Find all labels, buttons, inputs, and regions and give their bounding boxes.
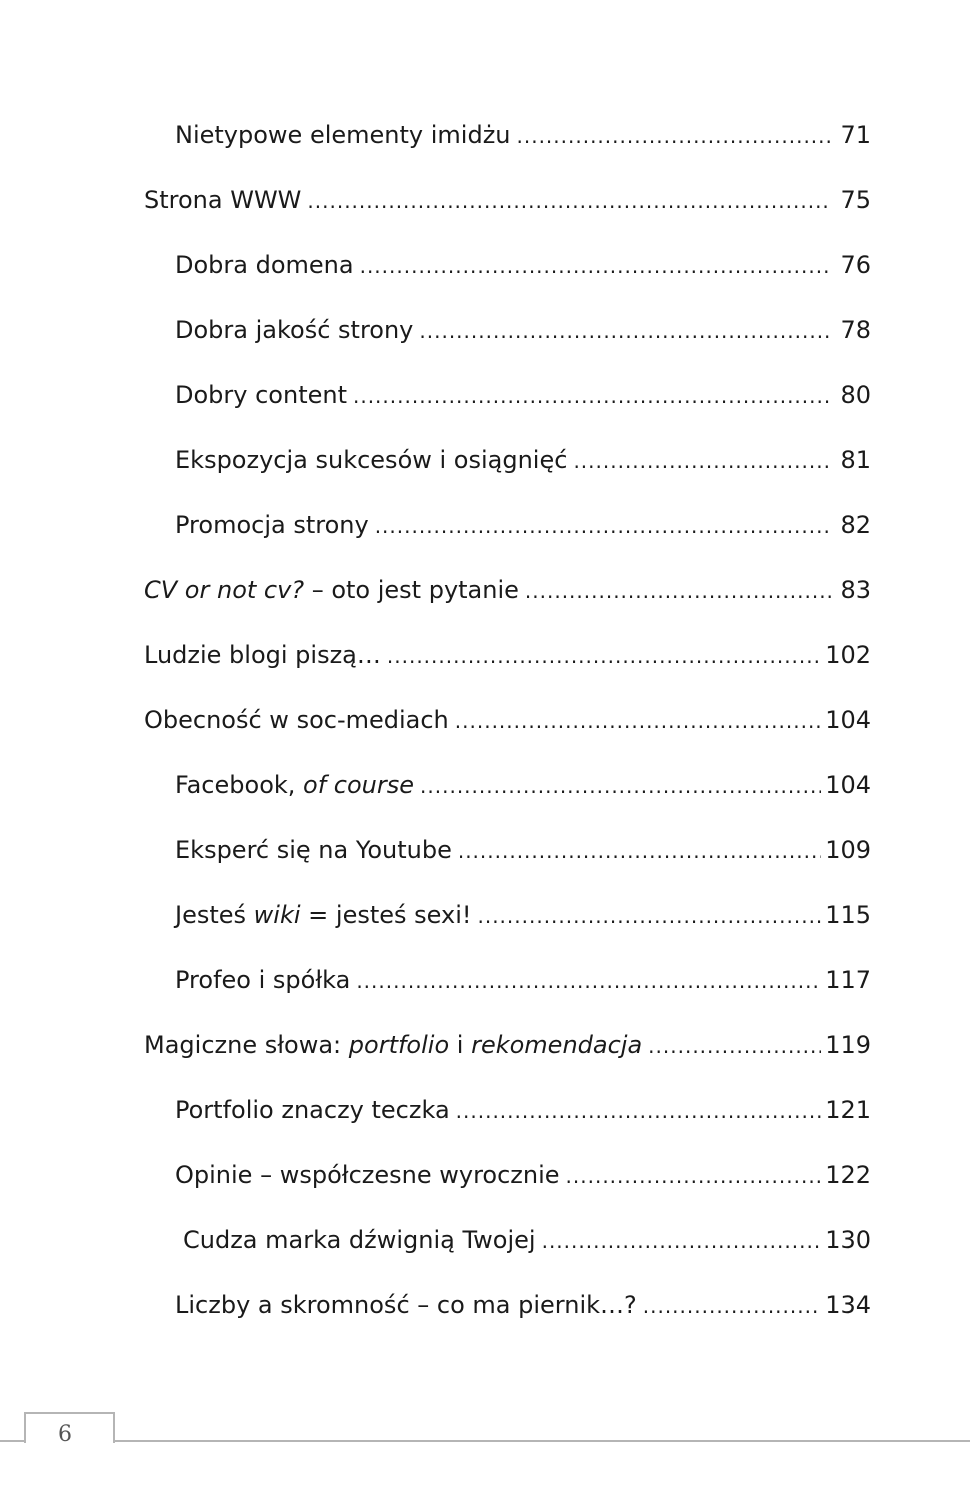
toc-dot-leader xyxy=(573,441,831,481)
toc-entry xyxy=(175,115,871,155)
toc-entry xyxy=(144,1025,871,1065)
toc-entry-page: 122 xyxy=(825,1161,871,1189)
toc-entry-title-part: rekomendacja xyxy=(471,1031,643,1059)
toc-entry-title xyxy=(175,115,511,155)
toc-dot-leader xyxy=(643,1286,821,1326)
toc-entry-title xyxy=(175,1285,637,1325)
toc-entry-title-part: Cudza marka dźwignią Twojej xyxy=(183,1226,536,1254)
toc-entry-title-part: – oto jest pytanie xyxy=(304,576,519,604)
toc-entry-title xyxy=(175,1155,560,1195)
toc-entry-title xyxy=(144,1025,642,1065)
toc-entry-title-part: of course xyxy=(303,771,415,799)
toc-entry-page: 109 xyxy=(825,836,871,864)
toc-entry-page: 104 xyxy=(825,771,871,799)
toc-entry-title xyxy=(175,440,567,480)
toc-dot-leader xyxy=(455,701,821,741)
toc-entry-title-part: Promocja strony xyxy=(175,511,369,539)
toc-entry xyxy=(175,895,871,935)
toc-dot-leader xyxy=(477,896,821,936)
toc-entry-title xyxy=(144,180,301,220)
toc-entry-page: 134 xyxy=(825,1291,871,1319)
toc-entry-title xyxy=(175,1090,450,1130)
toc-entry-title xyxy=(175,245,354,285)
toc-entry-title-part: Nietypowe elementy imidżu xyxy=(175,121,511,149)
toc-entry xyxy=(175,830,871,870)
toc-entry xyxy=(175,310,871,350)
toc-dot-leader xyxy=(356,961,821,1001)
toc-dot-leader xyxy=(525,571,831,611)
toc-entry-title xyxy=(175,310,413,350)
toc-entry-title-part: Obecność w soc-mediach xyxy=(144,706,449,734)
toc-dot-leader xyxy=(542,1221,822,1261)
toc-entry-title xyxy=(144,570,519,610)
toc-entry-page: 82 xyxy=(840,511,871,539)
toc-entry xyxy=(175,960,871,1000)
toc-entry-title-part: Dobra jakość strony xyxy=(175,316,414,344)
toc-entry xyxy=(175,375,871,415)
toc-entry-title-part: Facebook, xyxy=(175,771,304,799)
toc-entry-title-part: portfolio xyxy=(348,1031,450,1059)
toc-entry-title xyxy=(175,895,471,935)
toc-dot-leader xyxy=(375,506,831,546)
toc-entry-title xyxy=(175,505,369,545)
toc-dot-leader xyxy=(307,181,831,221)
toc-entry-title-part: CV or not cv? xyxy=(144,576,305,604)
toc-entry-title xyxy=(175,830,452,870)
toc-entry-title xyxy=(144,700,449,740)
toc-entry xyxy=(175,765,871,805)
toc-dot-leader xyxy=(517,116,832,156)
toc-entry-page: 76 xyxy=(840,251,871,279)
toc-entry-title-part: Liczby a skromność – co ma piernik…? xyxy=(175,1291,637,1319)
toc-entry-page: 115 xyxy=(825,901,871,929)
toc-dot-leader xyxy=(353,376,831,416)
toc-entry-page: 78 xyxy=(840,316,871,344)
toc-entry xyxy=(183,1220,871,1260)
toc-entry-title-part: Dobry content xyxy=(175,381,347,409)
toc-entry-title-part: Portfolio znaczy teczka xyxy=(175,1096,450,1124)
toc-dot-leader xyxy=(458,831,821,871)
toc-entry-title xyxy=(175,765,414,805)
toc-dot-leader xyxy=(648,1026,821,1066)
toc-entry-page: 81 xyxy=(840,446,871,474)
toc-entry xyxy=(144,635,871,675)
toc-entry-title-part: wiki xyxy=(253,901,301,929)
toc-dot-leader xyxy=(420,766,821,806)
footer-rule xyxy=(0,1440,970,1442)
toc-entry-page: 121 xyxy=(825,1096,871,1124)
page-number: 6 xyxy=(58,1422,72,1447)
toc-dot-leader xyxy=(360,246,831,286)
toc-entry-title-part: = jesteś sexi! xyxy=(300,901,472,929)
toc-dot-leader xyxy=(387,636,821,676)
toc-entry-title-part: Magiczne słowa: xyxy=(144,1031,349,1059)
toc-entry xyxy=(175,1285,871,1325)
toc-entry-title-part: Strona WWW xyxy=(144,186,302,214)
toc-entry-title-part: Dobra domena xyxy=(175,251,354,279)
toc-entry xyxy=(175,505,871,545)
toc-entry-page: 80 xyxy=(840,381,871,409)
toc-entry xyxy=(175,440,871,480)
toc-entry xyxy=(144,180,871,220)
toc-entry-page: 71 xyxy=(840,121,871,149)
toc-entry-page: 102 xyxy=(825,641,871,669)
toc-entry xyxy=(175,1155,871,1195)
toc-entry-title xyxy=(144,635,381,675)
toc-entry-title xyxy=(175,375,347,415)
toc-entry-page: 75 xyxy=(840,186,871,214)
toc-dot-leader xyxy=(419,311,831,351)
toc-entry-title-part: Profeo i spółka xyxy=(175,966,351,994)
toc-entry xyxy=(175,245,871,285)
toc-entry-title-part: Ludzie blogi piszą… xyxy=(144,641,381,669)
toc-entry xyxy=(175,1090,871,1130)
toc-dot-leader xyxy=(566,1156,822,1196)
toc-entry-title-part: Opinie – współczesne wyrocznie xyxy=(175,1161,560,1189)
toc-entry-page: 130 xyxy=(825,1226,871,1254)
toc-entry-title xyxy=(183,1220,536,1260)
toc-entry-title-part: Eksperć się na Youtube xyxy=(175,836,452,864)
toc-entry-title-part: Jesteś xyxy=(175,901,254,929)
toc-entry-title-part: i xyxy=(449,1031,472,1059)
toc-entry-title xyxy=(175,960,350,1000)
toc-entry-page: 83 xyxy=(840,576,871,604)
toc-entry-title-part: Ekspozycja sukcesów i osiągnięć xyxy=(175,446,568,474)
toc-dot-leader xyxy=(456,1091,822,1131)
toc-entry-page: 104 xyxy=(825,706,871,734)
toc-entry xyxy=(144,570,871,610)
toc-entry-page: 117 xyxy=(825,966,871,994)
toc-entry xyxy=(144,700,871,740)
toc-entry-page: 119 xyxy=(825,1031,871,1059)
